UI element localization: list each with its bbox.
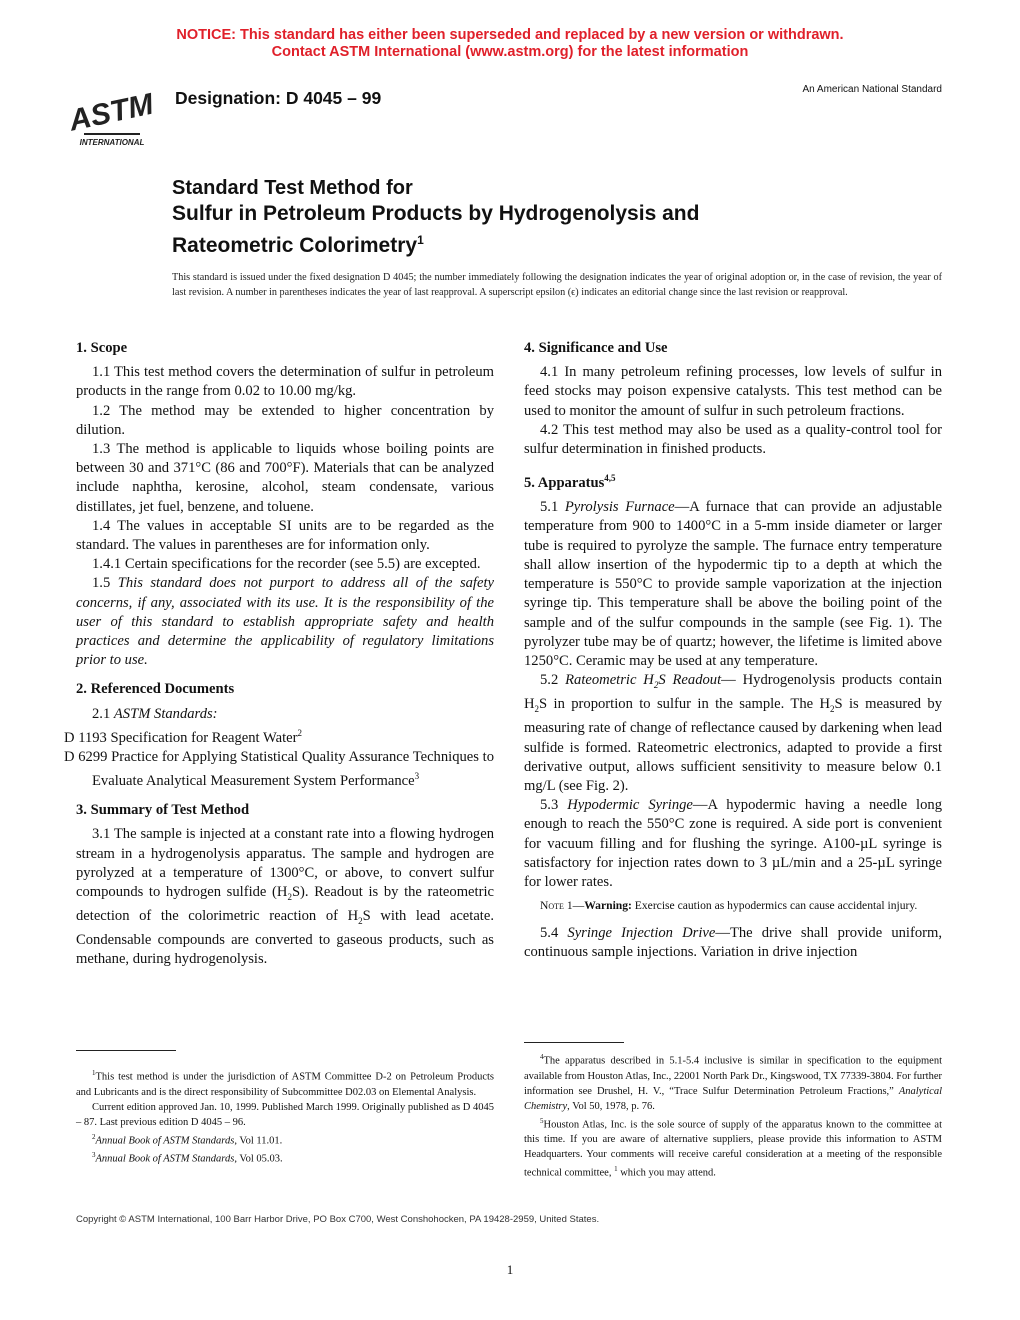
- para-1-5-text: This standard does not purport to address all of the safety concerns, if any, associated with its use. It is the responsibility of the user of this standard to establish appropriate safety and health practices and determine the applicability of regulatory limitations prior to use.: [76, 575, 494, 669]
- para-3-1-sub: 2: [287, 891, 292, 902]
- para-5-4-text: —The drive shall provide uniform, continuous sample injections. Variation in drive injection: [524, 925, 943, 961]
- ref1-mark: 2: [297, 727, 302, 738]
- para-5-2: [524, 671, 942, 796]
- para-5-4-term: Syringe Injection Drive: [567, 925, 716, 942]
- title-line-1: Standard Test Method for: [172, 177, 413, 199]
- para-1-3: 1.3 The method is applicable to liquids whose boiling points are between 30 and 371°C (86 and 700°F). Materials that can be analyzed include naphtha, kerosine, alcohol, steam condensate, various distillates, jet fuel, benzene, and toluene.: [76, 441, 494, 515]
- section-5-title: 5. Apparatus: [524, 475, 605, 492]
- section-1-heading: 1. Scope: [76, 340, 128, 356]
- para-3-1-a: 3.1 The sample is injected at a constant rate into a flowing hydrogen stream in a hydrogenolysis apparatus. The sample and hydrogen are pyrolyzed at a temperature of 1300°C, or above, to convert sulfur compounds to hydrogen sulfide (H: [76, 826, 494, 900]
- preamble: This standard is issued under the fixed designation D 4045; the number immediately following the designation indicates the year of original adoption or, in the case of revision, the year of last revision. A number in parentheses indicates the year of last reapproval. A superscript epsilon (ϵ) indicates an editorial change since the last revision or reapproval.: [172, 272, 942, 298]
- para-1-4: 1.4 The values in acceptable SI units are to be regarded as the standard. The values in parentheses are for information only.: [76, 517, 494, 554]
- para-5-2-b: S in proportion to sulfur in the sample. The H: [539, 696, 831, 713]
- section-3-heading: 3. Summary of Test Method: [76, 802, 250, 819]
- note-1-label: Note 1—: [540, 899, 585, 913]
- para-5-1-term: Pyrolysis Furnace: [564, 499, 675, 516]
- left-column: [64, 339, 494, 970]
- title-footnote-mark: 1: [417, 233, 424, 247]
- footnote-4-italic: Analytical Chemistry: [524, 1085, 942, 1112]
- para-5-1: [524, 498, 942, 671]
- notice-line-1: NOTICE: This standard has either been superseded and replaced by a new version or withdrawn.: [176, 27, 844, 43]
- footnotes-left: [76, 1066, 494, 1167]
- para-5-3: [524, 796, 942, 892]
- para-5-4-num: 5.4: [540, 925, 568, 942]
- para-5-2-term: Rateometric H: [565, 672, 654, 689]
- footnote-2-mark: 2: [92, 1132, 96, 1141]
- footnote-5: [524, 1114, 942, 1181]
- para-2-1-num: 2.1: [92, 705, 114, 722]
- para-3-1-c: S with lead acetate. Condensable compounds are converted to gaseous products, such as methane, during hydrogenolysis.: [76, 908, 494, 968]
- footnote-3-mark: 3: [92, 1151, 96, 1159]
- footnote-5-b: which you may attend.: [617, 1167, 716, 1179]
- footnote-4: [524, 1050, 942, 1114]
- note-1: [524, 898, 942, 914]
- section-5-mark: 4,5: [604, 473, 616, 484]
- footnote-3: [76, 1148, 494, 1167]
- para-2-1: [76, 705, 494, 724]
- footnote-2-rest: , Vol 11.01.: [234, 1135, 283, 1146]
- para-1-5: [76, 574, 494, 670]
- title-line-3: [172, 227, 699, 259]
- footnote-1b: Current edition approved Jan. 10, 1999. Published March 1999. Originally published as D 4045 – 87. Last previous edition D 4045 – 96.: [76, 1101, 494, 1128]
- astm-logo-mark: [64, 76, 164, 148]
- title-line-3-text: Rateometric Colorimetry: [172, 234, 418, 257]
- para-3-1-sub2: 2: [358, 916, 363, 927]
- ref2-text: D 6299 Practice for Applying Statistical Quality Assurance Techniques to Evaluate Analytical Measurement System Performance: [64, 748, 494, 789]
- footnote-5-mark: 5: [540, 1116, 544, 1125]
- para-5-3-term: Hypodermic Syringe: [567, 797, 693, 814]
- title-line-2: Sulfur in Petroleum Products by Hydrogenolysis and: [172, 202, 700, 225]
- para-5-2-a: — Hydrogenolysis products contain H: [524, 672, 942, 713]
- footnote-3-rest: , Vol 05.03.: [234, 1153, 283, 1165]
- para-5-1-text: —A furnace that can provide an adjustable temperature from 900 to 1400°C in a 5-mm inside diameter or larger tube is required to pyrolyze the sample. The furnace entry temperature shall allow insertion of the hypodermic tip to a depth at which the temperature is 550°C to provide sample vaporization at the injection syringe tip. This temperature shall be above the boiling point of the sample and of the sulfur compounds in the sample (see Fig. 1). The pyrolyzer tube may be of quartz; however, the lifetime is limited above 1250°C. Ceramic may be used at any temperature.: [524, 499, 942, 669]
- reference-d1193: [64, 724, 494, 748]
- american-national-standard: An American National Standard: [802, 84, 942, 95]
- para-1-4-1: 1.4.1 Certain specifications for the recorder (see 5.5) are excepted.: [92, 556, 481, 573]
- notice-line-2: Contact ASTM International (www.astm.org) for the latest information: [271, 44, 749, 60]
- right-column: [524, 339, 942, 963]
- logo-subtitle: INTERNATIONAL: [79, 138, 145, 147]
- para-3-1: [76, 825, 494, 969]
- footnote-3-italic: Annual Book of ASTM Standards: [95, 1153, 235, 1165]
- para-5-2-sub: 2: [534, 704, 540, 715]
- page-number: 1: [506, 1262, 514, 1277]
- footnote-4-mark: 4: [540, 1053, 544, 1061]
- para-1-2: 1.2 The method may be extended to higher concentration by dilution.: [76, 402, 494, 438]
- para-5-2-term-end: S Readout: [658, 672, 722, 689]
- section-5-heading: [524, 469, 942, 493]
- para-5-3-num: 5.3: [540, 797, 568, 814]
- ref2-mark: 3: [414, 771, 420, 782]
- para-5-3-text: —A hypodermic having a needle long enough to reach the 550°C zone is required. A side port is convenient for vacuum filling and for flushing the syringe. A100-µL syringe is satisfactory for injection rates down to 3 µL/min and a 25-µL syringe for lower rates.: [524, 797, 942, 890]
- reference-d6299: [64, 748, 494, 791]
- footnote-4-b: , Vol 50, 1978, p. 76.: [567, 1100, 655, 1112]
- logo-text: ASTM: [66, 87, 157, 138]
- note-1-text: Exercise caution as hypodermics can cause accidental injury.: [631, 899, 918, 913]
- ref1-text: D 1193 Specification for Reagent Water: [64, 729, 298, 746]
- astm-logo: [64, 76, 164, 148]
- designation: Designation: D 4045 – 99: [175, 88, 382, 108]
- document-title: [172, 175, 699, 259]
- para-5-1-num: 5.1: [540, 499, 565, 516]
- para-1-5-num: 1.5: [92, 575, 118, 592]
- para-5-2-c: S is measured by measuring rate of change of reflectance caused by darkening when lead sulfide is formed. Rateometric electronics, adapted to provide a first derivative output, allows sufficient sensitivity to measure below 0.1 mg/L (see Fig. 2).: [524, 696, 942, 794]
- note-1-warning: Warning:: [584, 899, 632, 913]
- copyright: Copyright © ASTM International, 100 Barr Harbor Drive, PO Box C700, West Conshohocken, PA 19428-2959, United States.: [76, 1214, 600, 1225]
- footnotes-right: [524, 1050, 942, 1181]
- footnote-5-ref-mark: 1: [614, 1165, 618, 1173]
- para-1-1: 1.1 This test method covers the determination of sulfur in petroleum products in the range from 0.02 to 10.00 mg/kg.: [76, 364, 494, 400]
- withdrawal-notice: [0, 27, 1020, 61]
- footnote-4-a: The apparatus described in 5.1-5.4 inclusive is similar in specification to the equipment available from Houston Atlas, Inc., 22001 North Park Dr., Kingswood, TX 77339-3804. For further information see Drushel, H. V., “Trace Sulfur Determination Petroleum Fractions,”: [524, 1055, 943, 1097]
- para-5-2-term-sub: 2: [653, 680, 659, 691]
- footnote-1: [76, 1066, 494, 1100]
- footnote-2-italic: Annual Book of ASTM Standards: [95, 1135, 235, 1146]
- section-2-heading: 2. Referenced Documents: [76, 681, 235, 698]
- footnote-rule-right: [524, 1042, 624, 1043]
- para-3-1-b: S). Readout is by the rateometric detection of the colorimetric reaction of H: [76, 884, 494, 925]
- para-5-4: [524, 924, 942, 962]
- footnote-5-a: Houston Atlas, Inc. is the sole source of supply of the apparatus known to the committee at this time. If you are aware of alternative suppliers, please provide this information to ASTM Headquarters. Your comments will receive careful consideration at a meeting of the responsible technical committee,: [524, 1119, 942, 1179]
- footnote-rule-left: [76, 1050, 176, 1051]
- para-4-2: 4.2 This test method may also be used as a quality-control tool for sulfur determination in finished products.: [524, 421, 942, 458]
- section-4-heading: 4. Significance and Use: [524, 340, 668, 356]
- para-5-2-num: 5.2: [540, 672, 566, 689]
- footnote-1-text: This test method is under the jurisdiction of ASTM Committee D-2 on Petroleum Products and Lubricants and is the direct responsibility of Subcommittee D02.03 on Elemental Analysis.: [76, 1071, 494, 1098]
- para-5-2-sub2: 2: [830, 704, 835, 715]
- footnote-1-mark: 1: [92, 1069, 96, 1077]
- para-2-1-text: ASTM Standards:: [113, 705, 218, 722]
- para-4-1: 4.1 In many petroleum refining processes, low levels of sulfur in feed stocks may poison expensive catalysts. This test method can be used to monitor the amount of sulfur in such petroleum fractions.: [524, 364, 942, 419]
- footnote-2: [76, 1130, 494, 1149]
